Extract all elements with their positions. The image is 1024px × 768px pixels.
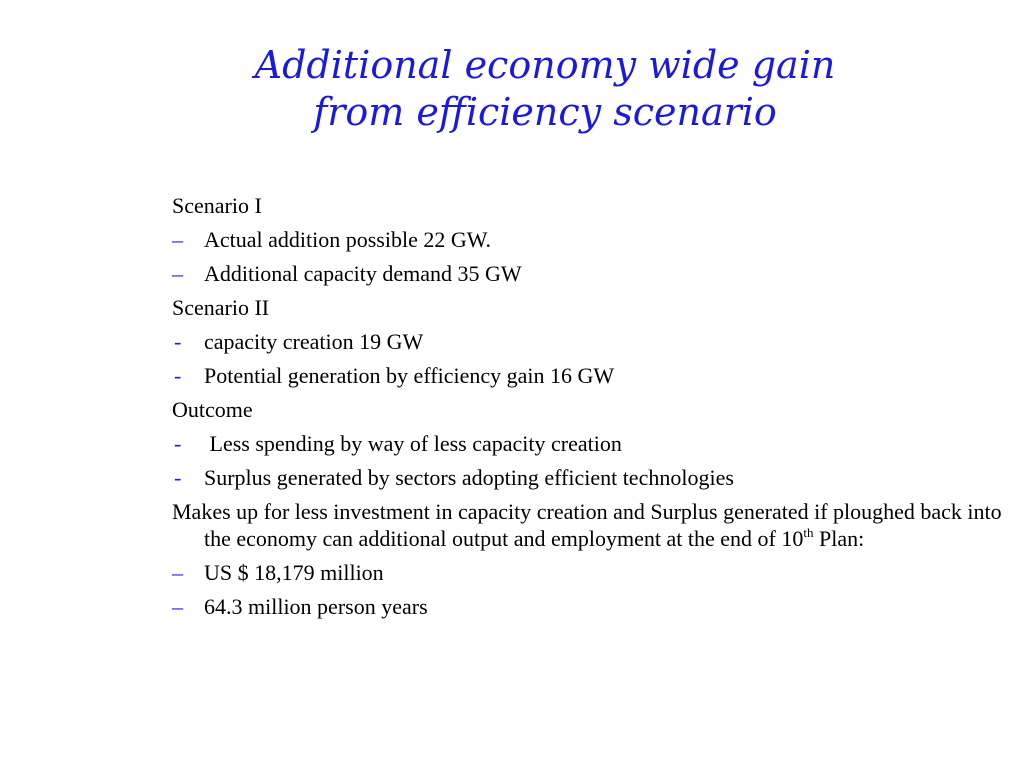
- en-dash-bullet: –: [172, 560, 183, 585]
- slide-body: [172, 192, 1002, 627]
- superscript-th: th: [803, 525, 814, 540]
- list-item: [172, 226, 992, 253]
- bullet-text: Actual addition possible 22 GW.: [204, 227, 491, 252]
- list-item: [172, 362, 992, 389]
- hyphen-bullet: -: [174, 431, 182, 456]
- paragraph-text: Makes up for less investment in capacity creation and Surplus generated if ploughed back into the economy can additional output and employment at the end of 10: [172, 499, 1002, 551]
- list-item: [172, 260, 992, 287]
- en-dash-bullet: –: [172, 227, 183, 252]
- list-item: [172, 430, 992, 457]
- outcome-heading: Outcome: [172, 397, 253, 422]
- hyphen-bullet: -: [174, 465, 182, 490]
- en-dash-bullet: –: [172, 594, 183, 619]
- slide-title: [0, 42, 1024, 136]
- scenario-1-heading: Scenario I: [172, 193, 262, 218]
- summary-paragraph: [172, 498, 1004, 552]
- list-item: [172, 559, 992, 586]
- hyphen-bullet: -: [174, 363, 182, 388]
- bullet-text: Surplus generated by sectors adopting efficient technologies: [204, 465, 734, 490]
- en-dash-bullet: –: [172, 261, 183, 286]
- bullet-text: 64.3 million person years: [204, 594, 428, 619]
- list-item: [172, 593, 992, 620]
- paragraph-tail: Plan:: [813, 526, 865, 551]
- title-line-1: Additional economy wide gain: [254, 43, 836, 87]
- title-line-2: from efficiency scenario: [313, 90, 777, 134]
- list-item: [172, 328, 992, 355]
- hyphen-bullet: -: [174, 329, 182, 354]
- bullet-text: Potential generation by efficiency gain 16 GW: [204, 363, 615, 388]
- scenario-2-heading: Scenario II: [172, 295, 270, 320]
- bullet-text: Additional capacity demand 35 GW: [204, 261, 522, 286]
- bullet-text: Less spending by way of less capacity creation: [204, 431, 622, 456]
- bullet-text: capacity creation 19 GW: [204, 329, 424, 354]
- list-item: [172, 464, 992, 491]
- bullet-text: US $ 18,179 million: [204, 560, 384, 585]
